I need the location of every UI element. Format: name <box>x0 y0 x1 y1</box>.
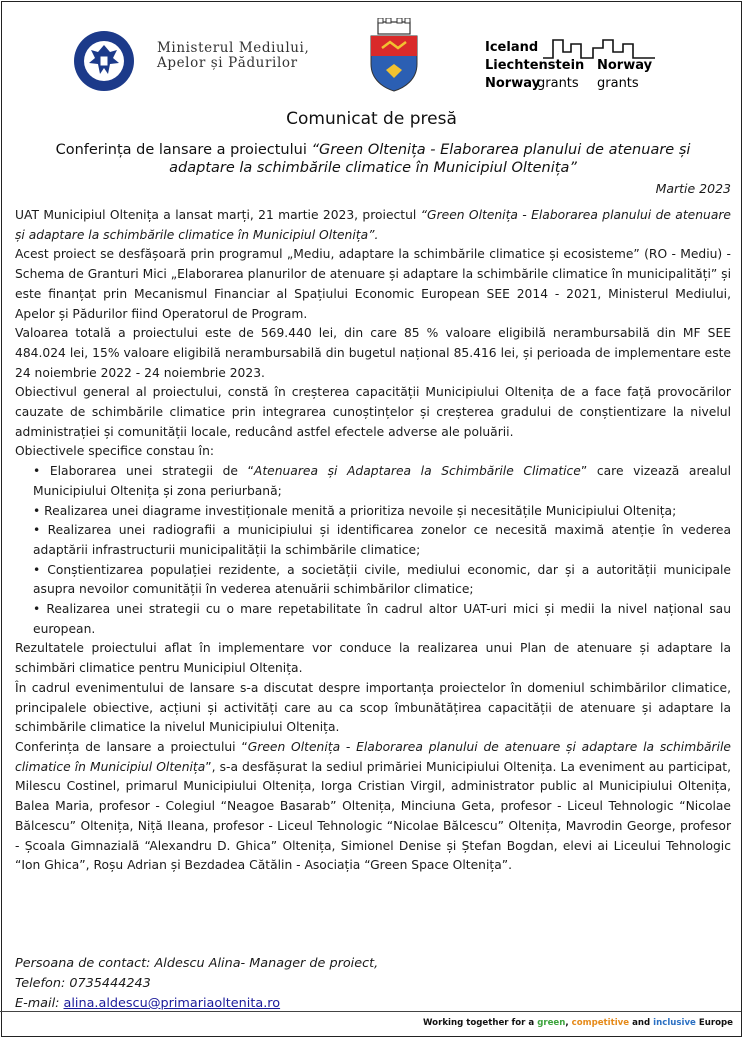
paragraph: Rezultatele proiectului aflat în implementare vor conduce la realizarea unui Plan de atenuare și adaptare la schimbări climatice pentru Municipiul Oltenița. <box>15 641 731 676</box>
paragraph: În cadrul evenimentului de lansare s-a discutat despre importanța proiectelor în domeniul schimbărilor climatice, principalele obiective, acțiuni și activități care au ca scop îmbunătățirea capacității de atenuare și adaptare la schimbările climatice la nivelul Municipiului Oltenița. <box>15 680 731 735</box>
paragraph: Obiectivele specifice constau în: <box>15 444 215 459</box>
romanian-government-seal-icon <box>67 30 141 92</box>
paragraph: Valoarea totală a proiectului este de 569.440 lei, din care 85 % valoare eligibilă nerambursabilă din MF SEE 484.024 lei, 15% valoare eligibilă nerambursabilă din bugetul național 85.416 lei, și perioada de implementare este 24 noiembrie 2022 - 24 noiembrie 2023. <box>15 326 731 380</box>
headline: Conferința de lansare a proiectului “Green Oltenița - Elaborarea planului de atenuare și adaptare la schimbările climatice în Municipiul Oltenița” <box>55 142 691 176</box>
paragraph: Obiectivul general al proiectului, constă în creșterea capacității Municipiului Oltenița de a face față provocărilor cauzate de schimbările climatice prin integrarea cunoștințelor și creșterea gradului de conștientizare la nivelul administrației și comunității locale, reducând astfel efectele adverse ale poluării. <box>15 385 731 439</box>
grants-skyline-icon <box>543 38 655 60</box>
paragraph: Conferința de lansare a proiectului “Green Oltenița - Elaborarea planului de atenuare și adaptare la schimbările climatice în Municipiul Oltenița”, s-a desfășurat la sediul primăriei Municipiului Oltenița. La eveniment au participat, Milescu Costinel, primarul Municipiului Oltenița, Iorga Cristian Virgil, administrator public al Municipiului Oltenița, Balea Maria, profesor - Colegiul “Neagoe Basarab” Oltenița, Minciuna Geta, profesor - Liceul Tehnologic “Nicolae Bălcescu” Oltenița, Niță Ileana, profesor - Liceul Tehnologic “Nicolae Bălcescu” Oltenița, Mavrodin George, profesor - Școala Gimnazială “Alexandru D. Ghica” Oltenița, Simionel Denise și Ștefan Bogdan, elevi ai Liceului Tehnologic “Ion Ghica”, Roșu Adrian și Bezdadea Cătălin - Asociația “Green Space Oltenița”. <box>15 739 731 873</box>
footer-divider <box>0 1011 741 1012</box>
ministry-name: Ministerul Mediului, Apelor și Pădurilor <box>157 40 310 71</box>
press-release-body <box>15 206 731 876</box>
list-item: • Elaborarea unei strategii de “Atenuarea și Adaptarea la Schimbările Climatice” care vizează arealul Municipiului Oltenița și zona periurbană; <box>33 464 731 498</box>
paragraph: Acest proiect se desfășoară prin programul „Mediu, adaptare la schimbările climatice și ecosisteme” (RO - Mediu) - Schema de Granturi Mici „Elaborarea planurilor de atenuare și adaptare la schimbările climatice în municipalități” și este finanțat prin Mecanismul Financiar al Spațiului Economic European SEE 2014 - 2021, Ministerul Mediului, Apelor și Pădurilor fiind Operatorul de Program. <box>15 247 731 321</box>
contact-email: E-mail: alina.aldescu@primariaoltenita.ro <box>15 996 281 1011</box>
list-item: • Realizarea unei strategii cu o mare repetabilitate în cadrul altor UAT-uri mici și medii la nivel național sau european. <box>33 602 731 636</box>
list-item: • Realizarea unei radiografii a municipiului și identificarea zonelor ce necesită maximă atenție în vederea adaptării infrastructurii municipalității la schimbările climatice; <box>33 523 731 557</box>
contact-person: Persoana de contact: Aldescu Alina- Manager de proiect, <box>15 956 379 971</box>
date: Martie 2023 <box>655 181 731 196</box>
oltenita-city-crest-icon <box>368 18 420 92</box>
contact-phone: Telefon: 0735444243 <box>15 976 151 991</box>
footer-tagline: Working together for a green, competitive and inclusive Europe <box>423 1018 733 1028</box>
contact-block <box>15 954 378 1014</box>
paragraph: UAT Municipiul Oltenița a lansat marți, 21 martie 2023, proiectul “Green Oltenița - Elaborarea planului de atenuare și adaptare la schimbările climatice în Municipiul Oltenița”. <box>15 208 731 242</box>
document-title: Comunicat de presă <box>286 109 457 129</box>
email-link[interactable]: alina.aldescu@primariaoltenita.ro <box>63 996 281 1011</box>
list-item: • Conștientizarea populației rezidente, a societății civile, mediului economic, dar și a autorității municipale asupra nevoilor comunității în vederea atenuării schimbărilor climatice; <box>33 562 731 597</box>
list-item: • Realizarea unei diagrame investiționale menită a prioritiza nevoile și necesitățile Municipiului Oltenița; <box>33 503 677 518</box>
eea-norway-grants-logo: Iceland Liechtenstein Norway grants Norway grants <box>485 38 660 98</box>
